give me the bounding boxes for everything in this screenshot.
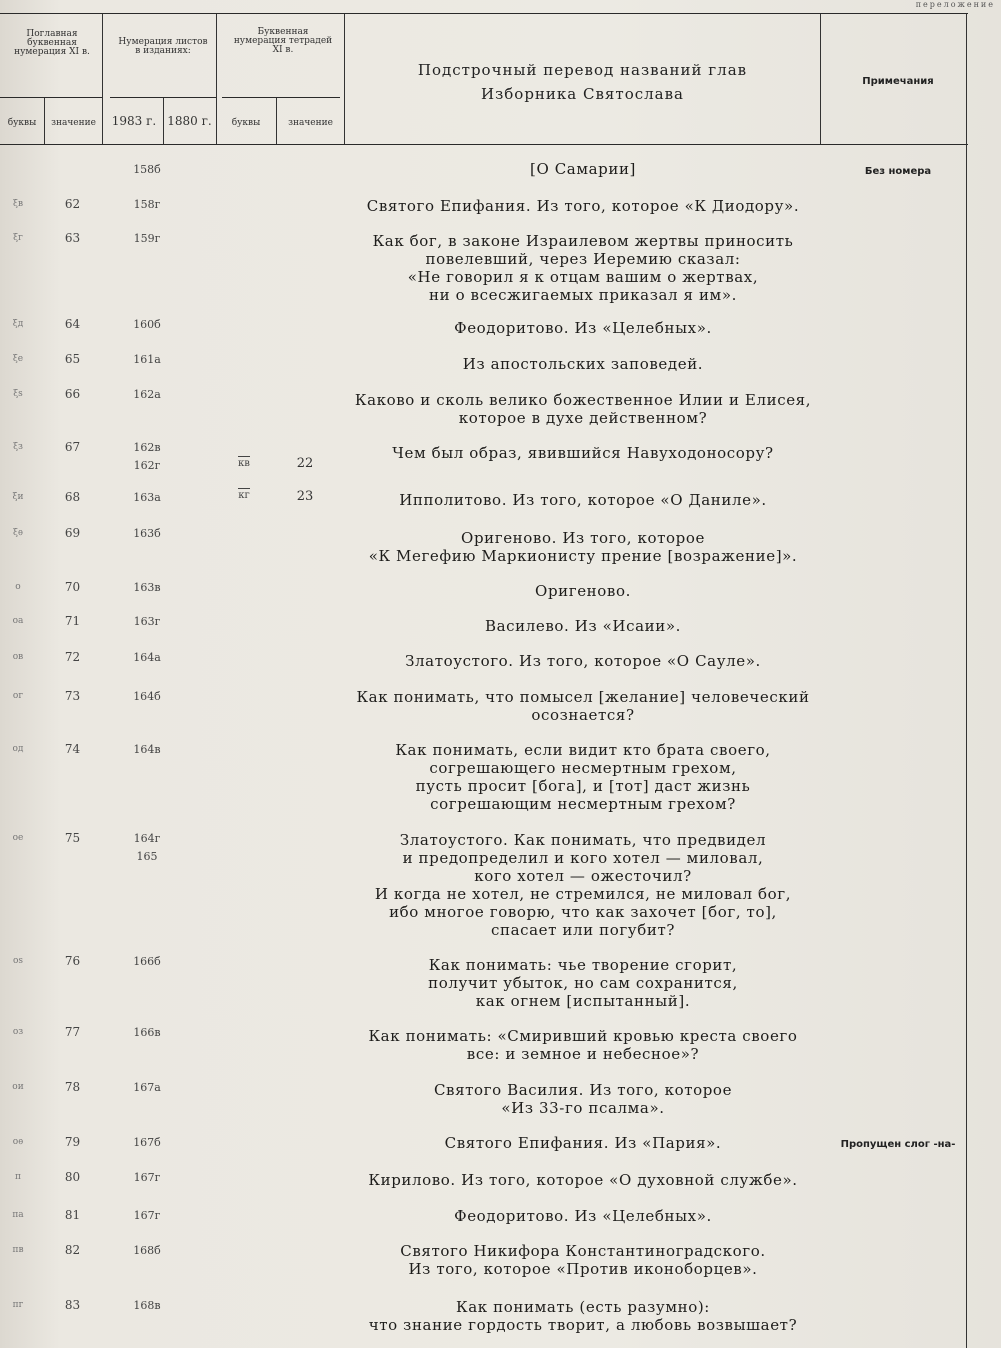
folio-number: 159г — [133, 232, 161, 245]
corner-text: переложение — [915, 0, 995, 9]
chapter-title-translation: Златоустого. Как понимать, что предвидел и предопределил и кого хотел — миловал, кого хотел — ожесточил? И когда не хотел, не стремился, не миловал бог, ибо многое говорю, что как захочет [бог, то], спасает или погубит? — [374, 831, 792, 939]
chapter-letters: пг — [12, 1300, 24, 1310]
chapter-letters: од — [12, 744, 24, 754]
folio-number: 166в — [133, 1026, 161, 1039]
chapter-number: 65 — [64, 352, 81, 366]
chapter-letters: ог — [12, 691, 24, 701]
quire-number: 22 — [296, 456, 314, 471]
chapter-title-translation: Феодоритово. Из «Целебных». — [454, 319, 712, 337]
chapter-letters: оз — [12, 1027, 24, 1037]
chapter-title-translation: Как понимать: «Смиривший кровью креста своего все: и земное и небесное»? — [368, 1027, 798, 1063]
folio-number: 162а — [133, 388, 161, 401]
chapter-letters: ξи — [12, 492, 24, 502]
chapter-title-translation: [О Самарии] — [530, 160, 636, 178]
folio-number: 168в — [133, 1299, 161, 1312]
chapter-letters: п — [15, 1172, 21, 1182]
folio-number: 164г 165 — [133, 832, 161, 863]
chapter-number: 66 — [64, 387, 81, 401]
chapter-number: 78 — [64, 1080, 81, 1094]
header-quire-letters-col: буквы — [231, 118, 261, 128]
subheader-rule-1 — [0, 97, 102, 98]
chapter-number: 71 — [64, 614, 81, 628]
folio-number: 160б — [133, 318, 161, 331]
chapter-title-translation: Святого Василия. Из того, которое «Из 33-го псалма». — [433, 1081, 733, 1117]
folio-number: 163б — [133, 527, 161, 540]
chapter-letters: ξв — [12, 199, 24, 209]
chapter-number: 62 — [64, 197, 81, 211]
chapter-title-translation: Каково и сколь велико божественное Илии и Елисея, которое в духе действенном? — [354, 391, 812, 427]
chapter-letters: ξд — [12, 319, 24, 329]
header-letters-col: буквы — [7, 118, 37, 128]
header-quire-group: Буквенная нумерация тетрадей XI в. — [233, 27, 333, 55]
chapter-title-translation: Как понимать, если видит кто брата своего, согрешающего несмертным грехом, пусть просит [бога], и [тот] даст жизнь согрешающим несмертным грехом? — [395, 741, 771, 813]
chapter-letters: ое — [12, 833, 24, 843]
folio-number: 164в — [133, 743, 161, 756]
folio-number: 164а — [133, 651, 161, 664]
chapter-letters: оѕ — [12, 956, 24, 966]
chapter-title-translation: Оригеново. — [535, 582, 631, 600]
col-divider-1 — [102, 14, 103, 144]
chapter-letters: пв — [12, 1245, 24, 1255]
chapter-title-translation: Из апостольских заповедей. — [462, 355, 704, 373]
chapter-number: 81 — [64, 1208, 81, 1222]
folio-number: 168б — [133, 1244, 161, 1257]
header-quire-value-col: значение — [288, 118, 333, 128]
chapter-letters: о — [15, 582, 21, 592]
quire-number: 23 — [296, 489, 314, 504]
chapter-letters: ξе — [12, 354, 24, 364]
header-bottom-rule — [0, 144, 968, 145]
chapter-title-translation: Как понимать, что помысел [желание] человеческий осознается? — [356, 688, 810, 724]
quire-letters — [228, 490, 260, 501]
header-folios-group: Нумерация листов в изданиях: — [118, 37, 208, 56]
col-divider-4 — [820, 14, 821, 144]
header-notes: Примечания — [862, 76, 934, 87]
chapter-title-translation: Ипполитово. Из того, которое «О Даниле». — [399, 491, 767, 509]
folio-number: 167б — [133, 1136, 161, 1149]
folio-number: 162в 162г — [133, 441, 161, 472]
folio-number: 158г — [133, 198, 161, 211]
chapter-number: 76 — [64, 954, 81, 968]
chapter-letters: ξѳ — [13, 528, 23, 538]
chapter-title-translation: Оригеново. Из того, которое «К Мегефию Маркионисту прение [возражение]». — [368, 529, 798, 565]
chapter-number: 77 — [64, 1025, 81, 1039]
chapter-title-translation: Кирилово. Из того, которое «О духовной службе». — [368, 1171, 798, 1189]
chapter-letters: ои — [12, 1082, 24, 1092]
chapter-number: 70 — [64, 580, 81, 594]
folio-number: 164б — [133, 690, 161, 703]
chapter-letters: оа — [12, 616, 24, 626]
folio-number: 167г — [133, 1209, 161, 1222]
chapter-title-translation: Как понимать: чье творение сгорит, получит убыток, но сам сохранится, как огнем [испытанный]. — [428, 956, 738, 1010]
chapter-title-translation: Как понимать (есть разумно): что знание гордость творит, а любовь возвышает? — [368, 1298, 798, 1334]
chapter-number: 67 — [64, 440, 81, 454]
chapter-letters: ов — [12, 652, 24, 662]
chapter-letters: ξг — [13, 233, 23, 243]
chapter-title-translation: Святого Епифания. Из «Пария». — [444, 1134, 722, 1152]
chapter-number: 83 — [64, 1298, 81, 1312]
chapter-number: 74 — [64, 742, 81, 756]
chapter-letters: па — [12, 1210, 24, 1220]
chapter-number: 80 — [64, 1170, 81, 1184]
chapter-number: 68 — [64, 490, 81, 504]
folio-number: 163в — [133, 581, 161, 594]
folio-number: 167а — [133, 1081, 161, 1094]
chapter-number: 79 — [64, 1135, 81, 1149]
chapter-letters: ξs — [13, 389, 23, 399]
chapter-title-translation: Златоустого. Из того, которое «О Сауле». — [405, 652, 761, 670]
quire-letters — [228, 458, 260, 469]
chapter-number: 75 — [64, 831, 81, 845]
folio-number: 163г — [133, 615, 161, 628]
header-year-1983: 1983 г. — [111, 114, 157, 128]
chapter-title-translation: Святого Епифания. Из того, которое «К Диодору». — [366, 197, 800, 215]
chapter-title-translation: Как бог, в законе Израилевом жертвы приносить повелевший, через Иеремию сказал: «Не говорил я к отцам вашим о жертвах, ни о всесжигаемых приказал я им». — [372, 232, 794, 304]
header-value-col: значение — [51, 118, 96, 128]
chapter-number: 72 — [64, 650, 81, 664]
chapter-number: 69 — [64, 526, 81, 540]
chapter-number: 63 — [64, 231, 81, 245]
chapter-title-translation: Василево. Из «Исаии». — [485, 617, 681, 635]
header-year-1880: 1880 г. — [167, 114, 212, 128]
subheader-rule-3 — [222, 97, 340, 98]
folio-number: 161а — [133, 353, 161, 366]
quire-letters-text: кв — [238, 458, 250, 469]
folio-number: 163а — [133, 491, 161, 504]
folio-number: 167г — [133, 1171, 161, 1184]
chapter-number: 82 — [64, 1243, 81, 1257]
chapter-title-translation: Чем был образ, явившийся Навуходоносору? — [392, 444, 774, 462]
chapter-title-translation: Феодоритово. Из «Целебных». — [454, 1207, 712, 1225]
header-letters-group: Поглавная буквенная нумерация XI в. — [14, 29, 90, 57]
row-note: Без номера — [864, 166, 932, 177]
folio-number: 166б — [133, 955, 161, 968]
chapter-letters: ξз — [13, 442, 23, 452]
quire-letters-text: кг — [238, 490, 250, 501]
top-rule — [0, 13, 968, 14]
chapter-title-translation: Святого Никифора Константиноградского. Из того, которое «Против иконоборцев». — [400, 1242, 766, 1278]
chapter-letters: оѳ — [12, 1137, 24, 1147]
folio-number: 158б — [133, 163, 161, 176]
row-note: Пропущен слог -на- — [840, 1139, 956, 1150]
page-title: Подстрочный перевод названий глав Изборника Святослава — [417, 61, 748, 103]
chapter-number: 64 — [64, 317, 81, 331]
chapter-number: 73 — [64, 689, 81, 703]
